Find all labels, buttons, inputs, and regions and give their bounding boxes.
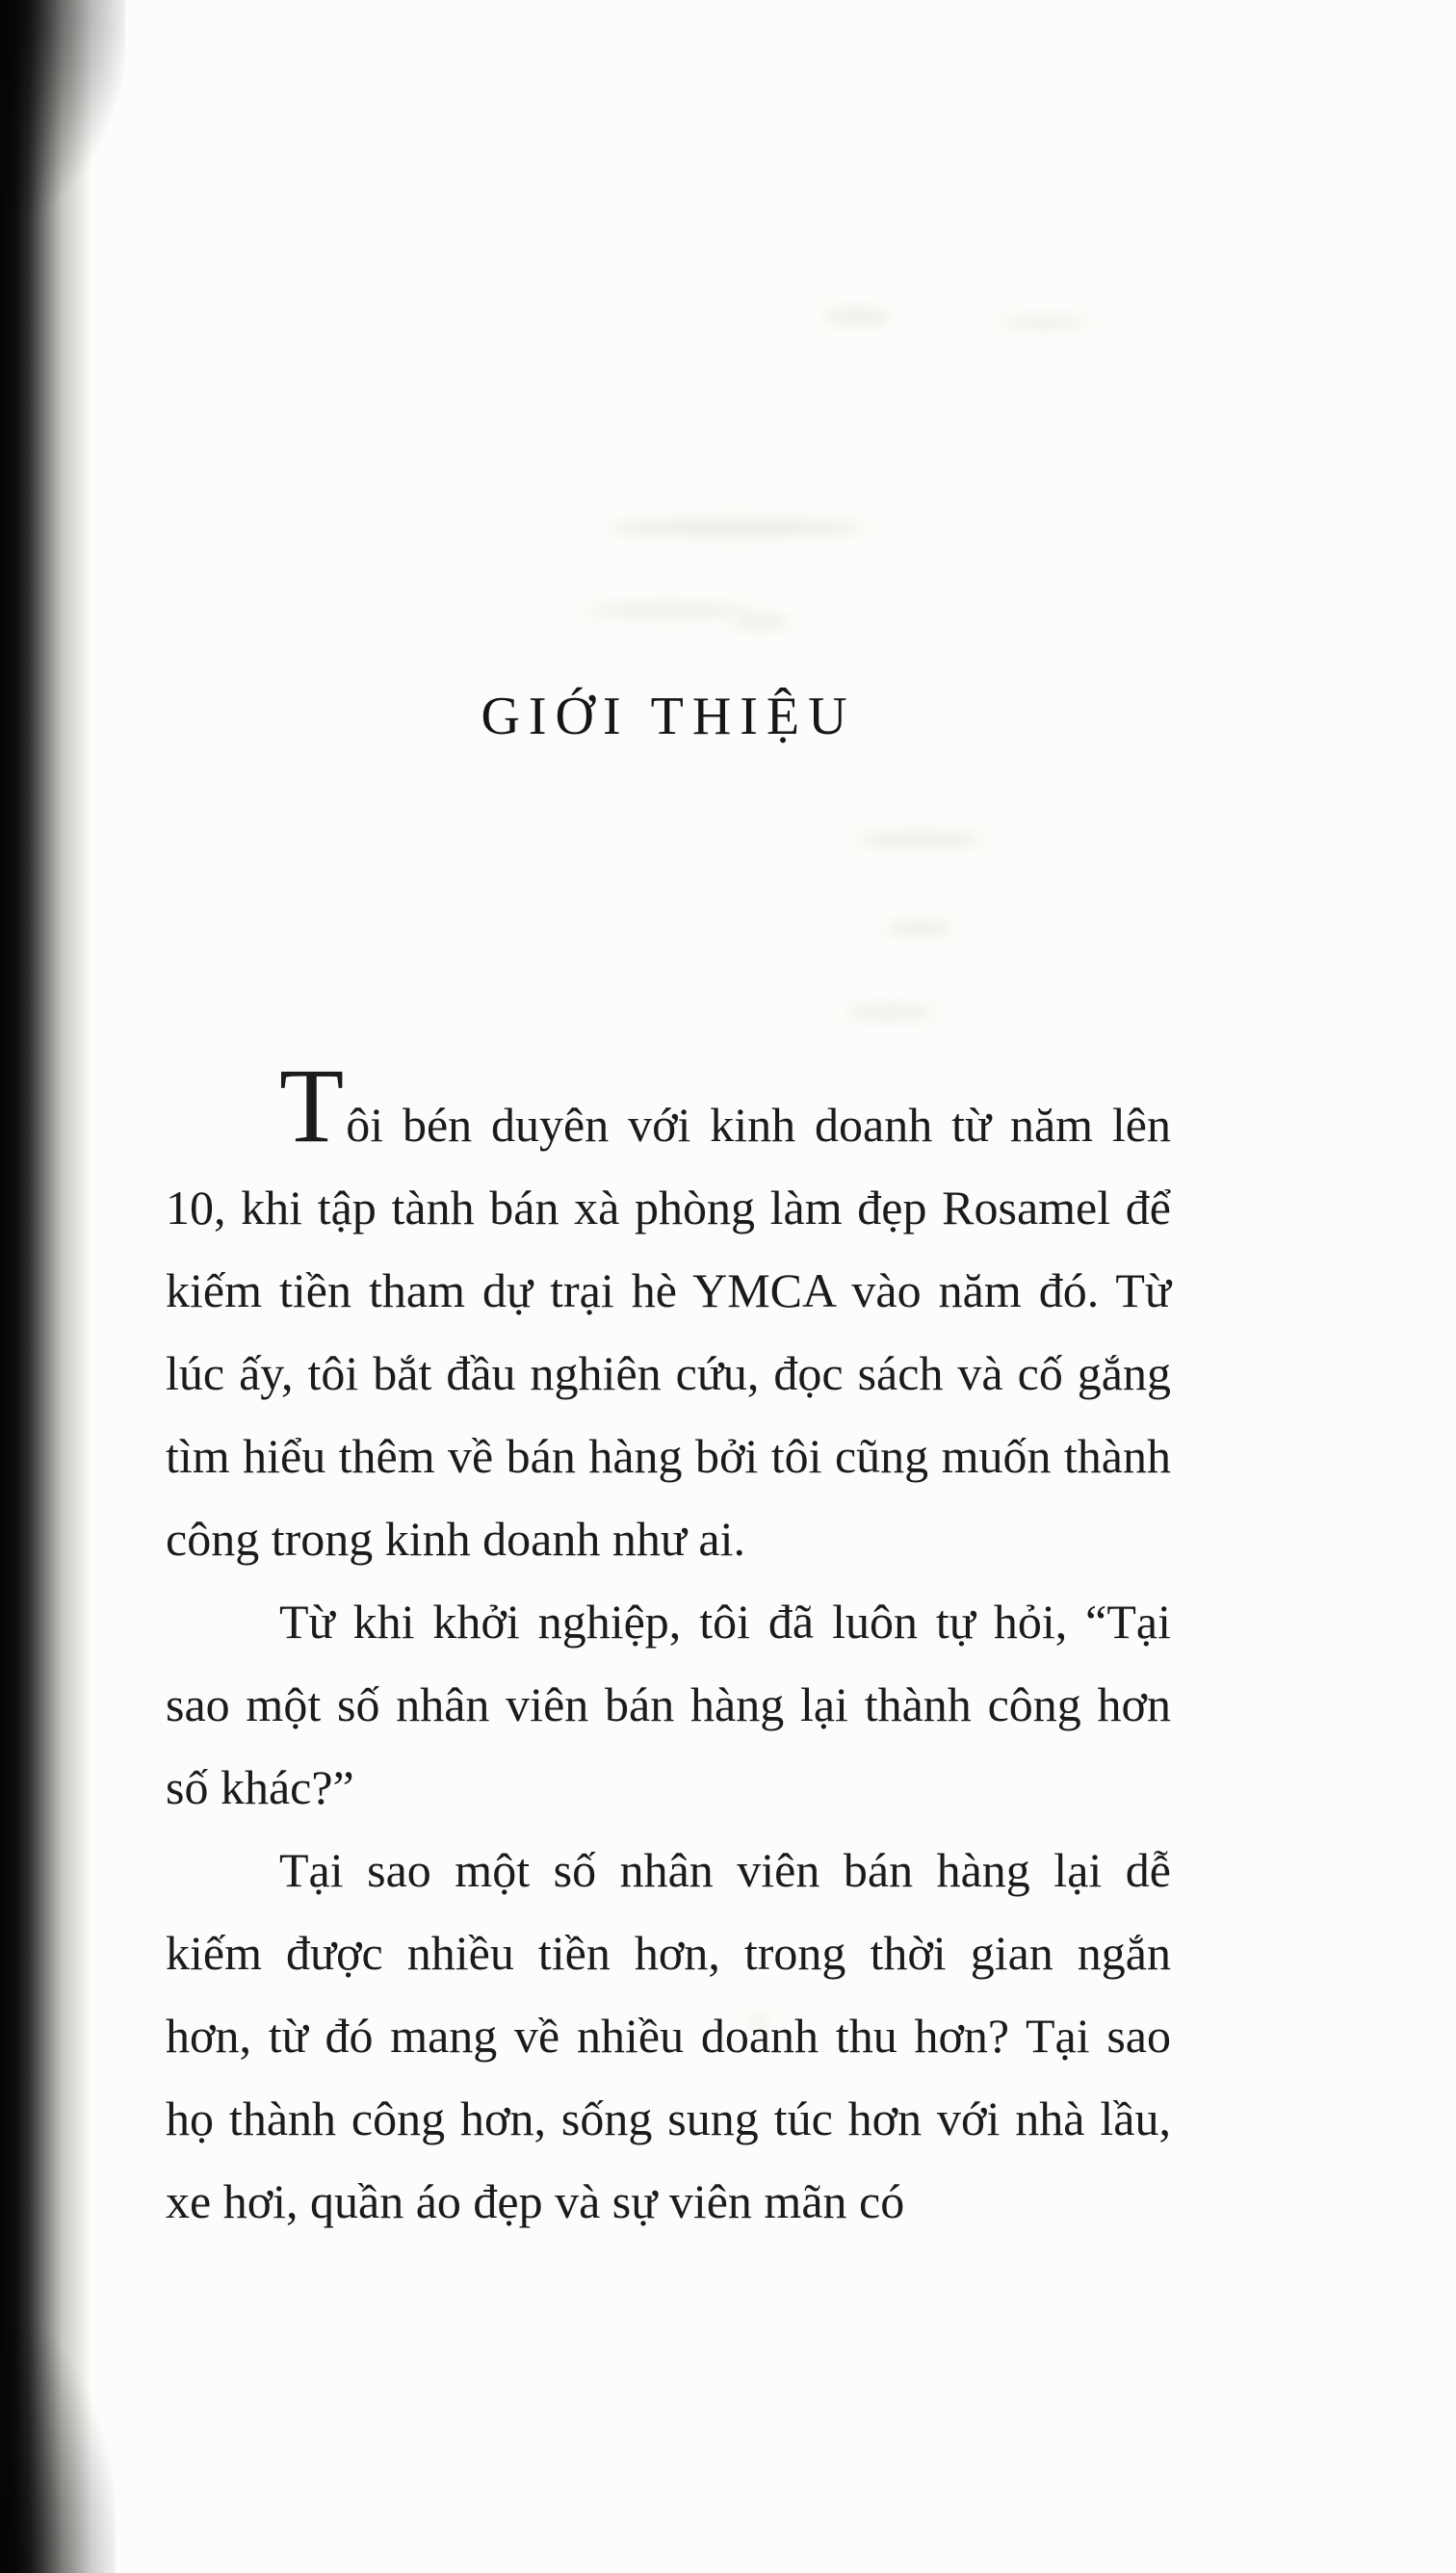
scan-artifact [607, 520, 867, 535]
spine-shadow-bottom-corner [0, 2323, 116, 2573]
scan-artifact [823, 310, 891, 324]
scan-artifact [857, 833, 982, 846]
spine-shadow [0, 0, 91, 2573]
body-text [166, 1047, 1171, 2243]
paragraph-text: ôi bén duyên với kinh doanh từ năm lên 10, khi tập tành bán xà phòng làm đẹp Rosamel để kiếm tiền tham dự trại hè YMCA vào năm đó. Từ lúc ấy, tôi bắt đầu nghiên cứu, đọc sách và cố gắng tìm hiểu thêm về bán hàng bởi tôi cũng muốn thành công trong kinh doanh như ai. [166, 1098, 1171, 1566]
scan-artifact [847, 1006, 934, 1018]
scan-artifact [886, 923, 953, 934]
chapter-heading: GIỚI THIỆU [481, 687, 856, 746]
raised-initial-cap: T [279, 1047, 347, 1164]
paragraph [166, 1047, 1171, 1580]
paragraph: Tại sao một số nhân viên bán hàng lại dễ kiếm được nhiều tiền hơn, trong thời gian ngắn hơn, từ đó mang về nhiều doanh thu hơn? Tại sao họ thành công hơn, sống sung túc hơn với nhà lầu, xe hơi, quần áo đẹp và sự viên mãn có [166, 1843, 1171, 2228]
scan-artifact [587, 605, 751, 616]
scan-artifact [1001, 318, 1088, 327]
scan-artifact [732, 616, 790, 628]
spine-shadow-top-corner [0, 0, 125, 212]
paragraph: Từ khi khởi nghiệp, tôi đã luôn tự hỏi, “Tại sao một số nhân viên bán hàng lại thành công hơn số khác?” [166, 1595, 1171, 1814]
